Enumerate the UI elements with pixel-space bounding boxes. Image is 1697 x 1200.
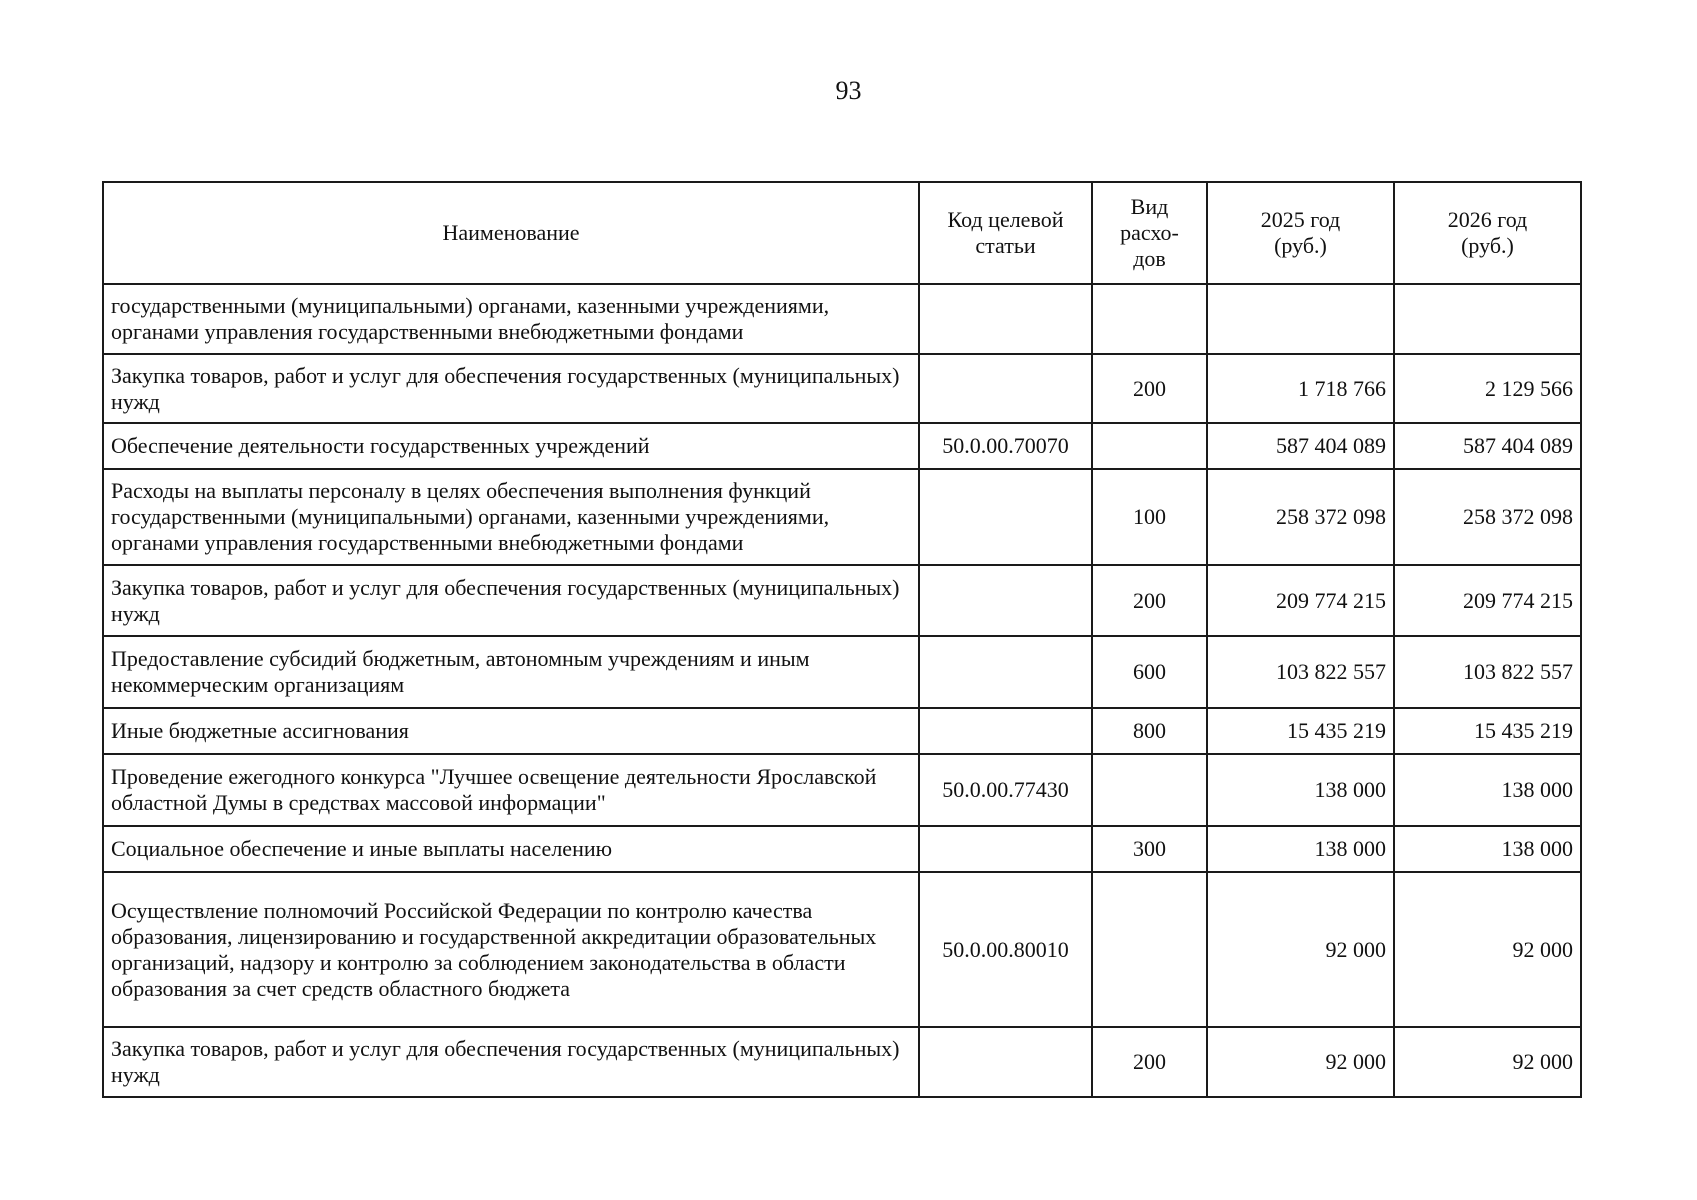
cell-name: Иные бюджетные ассигнования — [103, 708, 919, 754]
cell-kind — [1092, 423, 1207, 469]
header-code: Код целевой статьи — [919, 182, 1092, 284]
cell-2026: 209 774 215 — [1394, 565, 1581, 636]
cell-name: Осуществление полномочий Российской Федерации по контролю качества образования, лицензированию и государственной аккредитации образовательных организаций, надзору и контролю за соблюдением законодательства в области образования за счет средств областного бюджета — [103, 872, 919, 1027]
table-row — [103, 354, 1581, 423]
cell-name: Обеспечение деятельности государственных учреждений — [103, 423, 919, 469]
header-kind: Вид расхо- дов — [1092, 182, 1207, 284]
budget-table — [102, 181, 1582, 1098]
cell-name: Закупка товаров, работ и услуг для обеспечения государственных (муниципальных) нужд — [103, 1027, 919, 1097]
table-row — [103, 636, 1581, 708]
table-row — [103, 826, 1581, 872]
cell-2026: 2 129 566 — [1394, 354, 1581, 423]
cell-2025: 103 822 557 — [1207, 636, 1394, 708]
table-row — [103, 1027, 1581, 1097]
cell-code — [919, 636, 1092, 708]
table-header — [103, 182, 1581, 284]
cell-2025: 15 435 219 — [1207, 708, 1394, 754]
cell-code: 50.0.00.80010 — [919, 872, 1092, 1027]
cell-2026: 138 000 — [1394, 754, 1581, 826]
cell-2025: 587 404 089 — [1207, 423, 1394, 469]
cell-2025: 92 000 — [1207, 1027, 1394, 1097]
cell-code: 50.0.00.70070 — [919, 423, 1092, 469]
cell-code — [919, 565, 1092, 636]
table-row — [103, 284, 1581, 354]
table-row — [103, 754, 1581, 826]
table-row — [103, 872, 1581, 1027]
cell-2026: 258 372 098 — [1394, 469, 1581, 565]
cell-2026 — [1394, 284, 1581, 354]
header-2026: 2026 год (руб.) — [1394, 182, 1581, 284]
table-body — [103, 284, 1581, 1097]
cell-2025: 1 718 766 — [1207, 354, 1394, 423]
cell-kind — [1092, 872, 1207, 1027]
cell-2026: 103 822 557 — [1394, 636, 1581, 708]
cell-name: Расходы на выплаты персоналу в целях обеспечения выполнения функций государственными (муниципальными) органами, казенными учреждениями, органами управления государственными внебюджетными фондами — [103, 469, 919, 565]
cell-kind: 600 — [1092, 636, 1207, 708]
table-row — [103, 708, 1581, 754]
cell-2025 — [1207, 284, 1394, 354]
table-row — [103, 565, 1581, 636]
cell-kind: 200 — [1092, 565, 1207, 636]
cell-kind: 800 — [1092, 708, 1207, 754]
table-row — [103, 423, 1581, 469]
cell-kind: 200 — [1092, 354, 1207, 423]
cell-2025: 258 372 098 — [1207, 469, 1394, 565]
header-row — [103, 182, 1581, 284]
header-2025: 2025 год (руб.) — [1207, 182, 1394, 284]
cell-code: 50.0.00.77430 — [919, 754, 1092, 826]
cell-name: Проведение ежегодного конкурса "Лучшее освещение деятельности Ярославской областной Думы в средствах массовой информации" — [103, 754, 919, 826]
cell-code — [919, 469, 1092, 565]
cell-code — [919, 354, 1092, 423]
cell-code — [919, 284, 1092, 354]
cell-2025: 138 000 — [1207, 754, 1394, 826]
cell-name: Закупка товаров, работ и услуг для обеспечения государственных (муниципальных) нужд — [103, 354, 919, 423]
cell-kind: 100 — [1092, 469, 1207, 565]
cell-kind: 200 — [1092, 1027, 1207, 1097]
cell-kind: 300 — [1092, 826, 1207, 872]
cell-name: государственными (муниципальными) органами, казенными учреждениями, органами управления государственными внебюджетными фондами — [103, 284, 919, 354]
cell-2026: 587 404 089 — [1394, 423, 1581, 469]
cell-2026: 92 000 — [1394, 872, 1581, 1027]
cell-2026: 138 000 — [1394, 826, 1581, 872]
cell-code — [919, 1027, 1092, 1097]
cell-name: Закупка товаров, работ и услуг для обеспечения государственных (муниципальных) нужд — [103, 565, 919, 636]
cell-name: Социальное обеспечение и иные выплаты населению — [103, 826, 919, 872]
cell-kind — [1092, 754, 1207, 826]
cell-code — [919, 826, 1092, 872]
header-name: Наименование — [103, 182, 919, 284]
cell-code — [919, 708, 1092, 754]
cell-kind — [1092, 284, 1207, 354]
cell-2025: 92 000 — [1207, 872, 1394, 1027]
cell-2026: 92 000 — [1394, 1027, 1581, 1097]
cell-2026: 15 435 219 — [1394, 708, 1581, 754]
cell-2025: 138 000 — [1207, 826, 1394, 872]
cell-name: Предоставление субсидий бюджетным, автономным учреждениям и иным некоммерческим организациям — [103, 636, 919, 708]
page-number: 93 — [835, 76, 862, 105]
table-row — [103, 469, 1581, 565]
cell-2025: 209 774 215 — [1207, 565, 1394, 636]
